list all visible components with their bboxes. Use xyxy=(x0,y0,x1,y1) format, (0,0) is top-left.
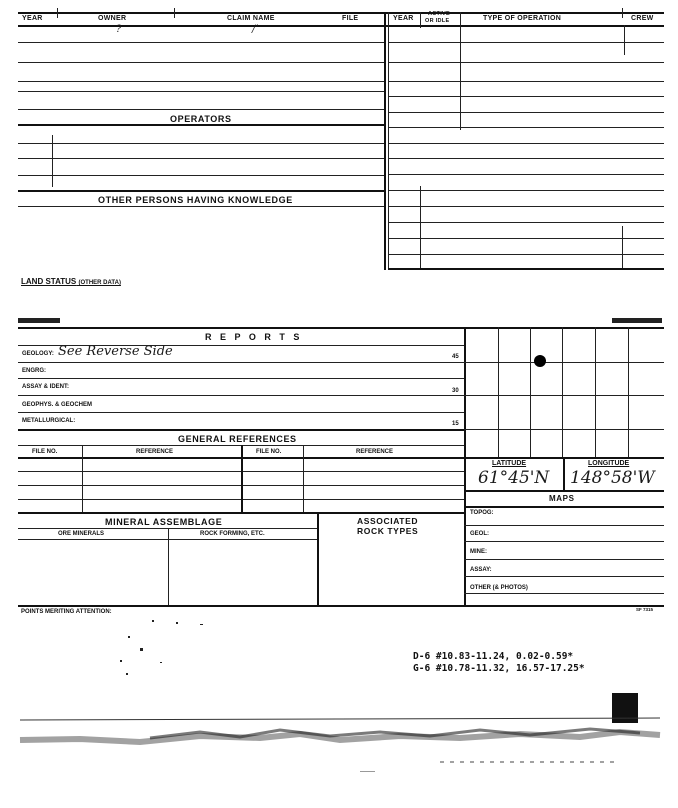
header-file: FILE xyxy=(342,15,359,22)
row-line xyxy=(18,190,384,192)
ref-col-reference-1: REFERENCE xyxy=(136,449,174,455)
assay-num: 30 xyxy=(452,388,459,394)
geophys-label: GEOPHYS. & GEOCHEM xyxy=(22,402,93,408)
tick xyxy=(174,8,175,18)
row-line xyxy=(18,42,384,43)
form-number: SF 7315 xyxy=(636,607,654,612)
row-line xyxy=(388,112,664,113)
header-owner: OWNER xyxy=(98,15,127,22)
tick xyxy=(622,8,623,18)
row-line xyxy=(388,127,664,128)
grid-v xyxy=(562,327,563,457)
map-other: OTHER (& PHOTOS) xyxy=(470,585,528,591)
hand-mark: ? xyxy=(116,24,122,35)
row-line xyxy=(388,190,664,191)
row-line xyxy=(18,91,384,92)
header-year-right: YEAR xyxy=(393,15,414,22)
latitude-value: 61°45'N xyxy=(478,468,550,488)
operators-heading: OPERATORS xyxy=(170,114,232,124)
row-line xyxy=(388,174,664,175)
grid-h xyxy=(464,429,664,430)
ref-col-divider xyxy=(303,445,304,512)
points-meriting-attention-label: POINTS MERITING ATTENTION: xyxy=(21,609,112,615)
header-claim-name: CLAIM NAME xyxy=(227,15,275,22)
scan-noise-band xyxy=(0,712,678,772)
col-divider-lower xyxy=(622,226,623,268)
row-line xyxy=(18,412,464,413)
row-line xyxy=(18,395,464,396)
tick xyxy=(57,8,58,18)
row-line xyxy=(464,576,664,577)
row-line xyxy=(464,559,664,560)
land-status-title: LAND STATUS xyxy=(21,277,77,286)
row-line xyxy=(388,206,664,207)
sample-line-g6: G-6 #10.78-11.32, 16.57-17.25* xyxy=(413,663,585,674)
grid-v xyxy=(530,327,531,457)
scan-bar xyxy=(18,318,60,323)
row-line xyxy=(18,143,384,144)
map-topog: TOPOG: xyxy=(470,510,494,516)
row-line xyxy=(388,96,664,97)
reports-right-divider xyxy=(464,327,466,606)
row-line xyxy=(18,175,384,176)
row-line xyxy=(464,593,664,594)
ref-col-file-no-2: FILE NO. xyxy=(256,449,282,455)
geology-num: 45 xyxy=(452,354,459,360)
header-year: YEAR xyxy=(22,15,43,22)
engrg-label: ENGRG: xyxy=(22,368,46,374)
grid-v xyxy=(498,327,499,457)
center-divider xyxy=(384,12,386,270)
mineral-divider xyxy=(317,512,319,606)
speck xyxy=(200,624,203,625)
mineral-col-divider xyxy=(168,528,169,606)
assay-label: ASSAY & IDENT: xyxy=(22,384,70,390)
speck xyxy=(126,673,128,675)
row-line xyxy=(18,124,384,126)
grid-v xyxy=(628,327,629,457)
latlong-divider xyxy=(563,458,565,490)
header-active: ACTIVE xyxy=(428,11,450,17)
ref-col-reference-2: REFERENCE xyxy=(356,449,394,455)
maps-heading: MAPS xyxy=(549,494,575,503)
row-line xyxy=(18,62,384,63)
row-line xyxy=(464,541,664,542)
ref-col-divider xyxy=(82,445,83,512)
center-divider-inner xyxy=(388,12,389,270)
speck xyxy=(128,636,130,638)
longitude-value: 148°58'W xyxy=(570,468,655,488)
row-line xyxy=(18,429,464,431)
metallurgical-num: 15 xyxy=(452,421,459,427)
latlong-bottom xyxy=(464,490,664,492)
rock-types-heading: ROCK TYPES xyxy=(357,526,419,536)
col-divider xyxy=(420,12,421,28)
row-line xyxy=(388,222,664,223)
row-line xyxy=(388,268,664,270)
bottom-border xyxy=(18,605,664,607)
speck xyxy=(152,620,154,622)
reports-heading: R E P O R T S xyxy=(205,332,303,342)
land-status-heading xyxy=(21,277,121,286)
metallurgical-label: METALLURGICAL: xyxy=(22,418,76,424)
col-divider-crew xyxy=(624,25,625,55)
reports-top-border xyxy=(18,327,664,329)
ref-col-file-no-1: FILE NO. xyxy=(32,449,58,455)
header-bottom-border xyxy=(18,25,664,27)
general-references-heading: GENERAL REFERENCES xyxy=(178,434,297,444)
map-mine: MINE: xyxy=(470,549,487,555)
speck xyxy=(120,660,122,662)
row-line xyxy=(18,512,464,514)
geology-label: GEOLOGY: xyxy=(22,351,54,357)
header-crew: CREW xyxy=(631,15,654,22)
row-line xyxy=(464,525,664,526)
row-line xyxy=(18,378,464,379)
col-divider-lower xyxy=(420,186,421,268)
associated-heading: ASSOCIATED xyxy=(357,516,419,526)
geology-value: See Reverse Side xyxy=(58,344,173,359)
land-status-subtitle: (OTHER DATA) xyxy=(78,280,121,286)
row-line xyxy=(18,362,464,363)
speck xyxy=(176,622,178,624)
grid-v xyxy=(595,327,596,457)
longitude-label: LONGITUDE xyxy=(588,460,630,467)
location-dot xyxy=(534,355,546,367)
sample-line-d6: D-6 #10.83-11.24, 0.02-0.59* xyxy=(413,651,574,662)
operators-col xyxy=(52,135,53,187)
row-line xyxy=(18,81,384,82)
grid-h xyxy=(464,395,664,396)
ore-minerals-label: ORE MINERALS xyxy=(58,531,105,537)
row-line xyxy=(18,109,384,110)
map-assay: ASSAY: xyxy=(470,567,492,573)
hand-mark: /’ xyxy=(252,24,259,35)
row-line xyxy=(18,206,384,207)
latitude-label: LATITUDE xyxy=(492,460,527,467)
other-persons-heading: OTHER PERSONS HAVING KNOWLEDGE xyxy=(98,195,293,205)
mineral-assemblage-heading: MINERAL ASSEMBLAGE xyxy=(105,517,223,527)
map-geol: GEOL: xyxy=(470,531,489,537)
row-line xyxy=(388,42,664,43)
scan-bar xyxy=(612,318,662,323)
row-line xyxy=(18,158,384,159)
row-line xyxy=(464,506,664,508)
grid-h xyxy=(464,362,664,363)
row-line xyxy=(388,62,664,63)
rock-forming-label: ROCK FORMING, ETC. xyxy=(200,531,265,537)
row-line xyxy=(388,81,664,82)
ref-col-divider xyxy=(241,445,243,512)
header-type-of-operation: TYPE OF OPERATION xyxy=(483,15,562,22)
speck xyxy=(140,648,143,651)
header-or-idle: OR IDLE xyxy=(425,18,450,24)
top-border xyxy=(18,12,664,14)
row-line xyxy=(388,143,664,144)
speck xyxy=(160,662,162,663)
row-line xyxy=(388,158,664,159)
